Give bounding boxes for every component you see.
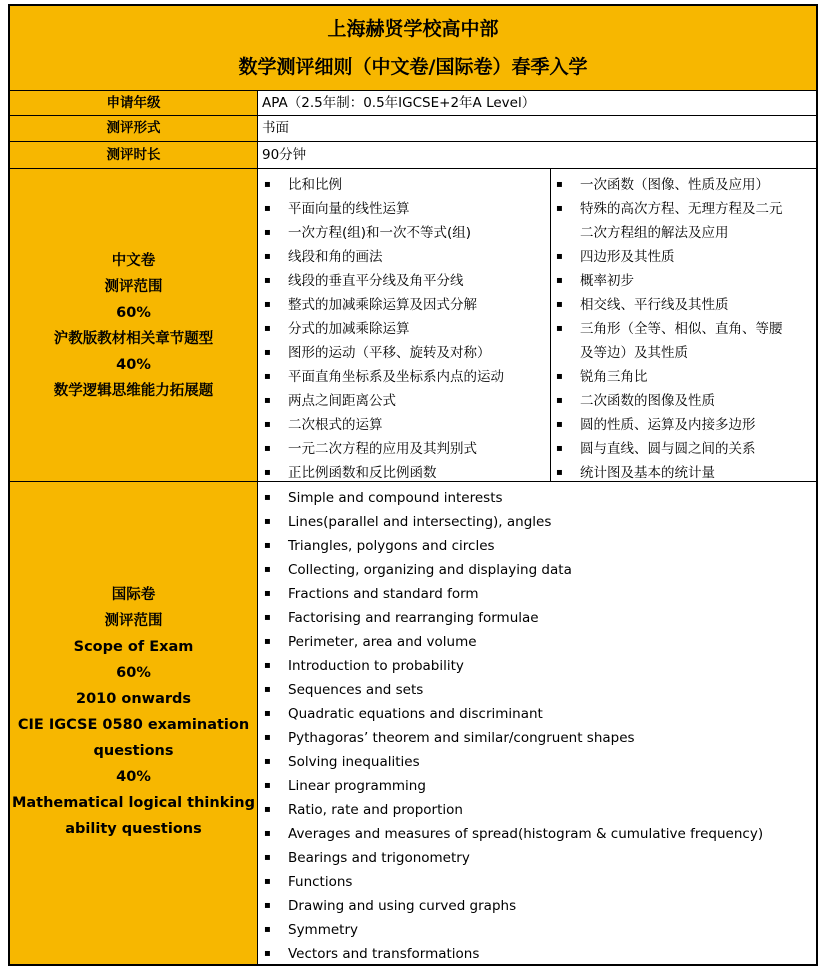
list-item-text: 两点之间距离公式 bbox=[288, 393, 396, 409]
intl-label-line: 40% bbox=[116, 769, 151, 785]
list-item-text: 二次根式的运算 bbox=[288, 417, 383, 433]
document-title: 数学测评细则（中文卷/国际卷）春季入学 bbox=[238, 56, 588, 78]
bullet-icon: ▪ bbox=[264, 203, 271, 214]
list-item-text: 正比例函数和反比例函数 bbox=[288, 465, 437, 481]
chinese-label-line: 60% bbox=[116, 305, 151, 321]
bullet-icon: ▪ bbox=[556, 299, 563, 310]
intl-label-line: questions bbox=[93, 743, 174, 759]
bullet-icon: ▪ bbox=[264, 179, 271, 190]
list-item bbox=[550, 221, 783, 245]
list-item-text: 圆与直线、圆与圆之间的关系 bbox=[580, 441, 756, 457]
bullet-icon: ▪ bbox=[264, 492, 271, 503]
list-item-text: Lines(parallel and intersecting), angles bbox=[288, 514, 552, 530]
list-item bbox=[258, 582, 763, 606]
bullet-icon: ▪ bbox=[264, 227, 271, 238]
bullet-icon: ▪ bbox=[264, 371, 271, 382]
list-item bbox=[258, 293, 504, 317]
list-item-text: Fractions and standard form bbox=[288, 586, 479, 602]
list-item-text: 平面直角坐标系及坐标系内点的运动 bbox=[288, 369, 504, 385]
list-item bbox=[550, 269, 783, 293]
list-item bbox=[258, 750, 763, 774]
list-item bbox=[550, 341, 783, 365]
intl-label-line: 测评范围 bbox=[104, 613, 163, 629]
bullet-icon: ▪ bbox=[264, 780, 271, 791]
list-item-text: 四边形及其性质 bbox=[580, 249, 675, 265]
list-item-text: Introduction to probability bbox=[288, 658, 464, 674]
bullet-icon: ▪ bbox=[264, 708, 271, 719]
list-item bbox=[258, 317, 504, 341]
list-item bbox=[258, 365, 504, 389]
bullet-icon: ▪ bbox=[264, 395, 271, 406]
list-item bbox=[258, 870, 763, 894]
row-chinese-paper bbox=[10, 169, 816, 482]
row-format bbox=[10, 116, 816, 142]
intl-label-line: 国际卷 bbox=[111, 587, 156, 603]
list-item-text: Symmetry bbox=[288, 922, 358, 938]
row-duration bbox=[10, 142, 816, 169]
bullet-icon: ▪ bbox=[264, 900, 271, 911]
bullet-icon: ▪ bbox=[264, 467, 271, 478]
list-item bbox=[258, 894, 763, 918]
list-item bbox=[258, 221, 504, 245]
bullet-icon: ▪ bbox=[264, 852, 271, 863]
list-item-text: Solving inequalities bbox=[288, 754, 420, 770]
list-item-text: 三角形（全等、相似、直角、等腰 bbox=[580, 321, 783, 337]
bullet-icon: ▪ bbox=[264, 516, 271, 527]
list-item bbox=[258, 678, 763, 702]
list-item bbox=[258, 173, 504, 197]
list-item bbox=[258, 245, 504, 269]
intl-label-line: 2010 onwards bbox=[75, 691, 192, 707]
list-item bbox=[550, 389, 783, 413]
bullet-icon: ▪ bbox=[556, 203, 563, 214]
list-item bbox=[258, 389, 504, 413]
bullet-icon: ▪ bbox=[556, 251, 563, 262]
list-item-text: 分式的加减乘除运算 bbox=[288, 321, 410, 337]
international-paper-label bbox=[10, 482, 258, 964]
chinese-label-line: 数学逻辑思维能力拓展题 bbox=[53, 383, 214, 399]
bullet-icon: ▪ bbox=[556, 275, 563, 286]
bullet-icon: ▪ bbox=[556, 467, 563, 478]
list-item-text: 及等边）及其性质 bbox=[580, 345, 688, 361]
list-item bbox=[258, 702, 763, 726]
bullet-icon: ▪ bbox=[264, 443, 271, 454]
list-item-text: Sequences and sets bbox=[288, 682, 424, 698]
list-item-text: 圆的性质、运算及内接多边形 bbox=[580, 417, 756, 433]
list-item-text: Quadratic equations and discriminant bbox=[288, 706, 543, 722]
list-item-text: Bearings and trigonometry bbox=[288, 850, 470, 866]
list-item-text: 相交线、平行线及其性质 bbox=[580, 297, 729, 313]
list-item bbox=[258, 798, 763, 822]
international-topics bbox=[258, 486, 763, 966]
bullet-icon: ▪ bbox=[556, 395, 563, 406]
bullet-icon: ▪ bbox=[264, 876, 271, 887]
school-name: 上海赫贤学校高中部 bbox=[327, 18, 499, 40]
list-item bbox=[550, 293, 783, 317]
chinese-paper-label bbox=[10, 169, 258, 481]
list-item bbox=[258, 606, 763, 630]
list-item bbox=[550, 245, 783, 269]
bullet-icon: ▪ bbox=[556, 323, 563, 334]
bullet-icon: ▪ bbox=[264, 275, 271, 286]
list-item-text: Simple and compound interests bbox=[288, 490, 503, 506]
bullet-icon: ▪ bbox=[264, 588, 271, 599]
chinese-label-line: 测评范围 bbox=[104, 279, 163, 295]
chinese-label-line: 沪教版教材相关章节题型 bbox=[53, 331, 214, 347]
list-item-text: 图形的运动（平移、旋转及对称） bbox=[288, 345, 491, 361]
bullet-icon: ▪ bbox=[264, 924, 271, 935]
row-international-paper bbox=[10, 482, 816, 964]
bullet-icon: ▪ bbox=[264, 732, 271, 743]
list-item bbox=[550, 173, 783, 197]
format-value: 书面 bbox=[262, 120, 289, 136]
bullet-icon: ▪ bbox=[264, 323, 271, 334]
chinese-label-line: 40% bbox=[116, 357, 151, 373]
duration-label: 测评时长 bbox=[10, 142, 258, 168]
intl-label-line: CIE IGCSE 0580 examination bbox=[17, 717, 250, 733]
list-item bbox=[258, 197, 504, 221]
apply-grade-value: APA（2.5年制：0.5年IGCSE+2年A Level） bbox=[262, 95, 536, 111]
bullet-icon: ▪ bbox=[264, 299, 271, 310]
row-apply-grade bbox=[10, 91, 816, 116]
list-item bbox=[258, 726, 763, 750]
list-item bbox=[258, 846, 763, 870]
list-item-text: Linear programming bbox=[288, 778, 426, 794]
list-item-text: Pythagoras’ theorem and similar/congruent shapes bbox=[288, 730, 635, 746]
list-item-text: 统计图及基本的统计量 bbox=[580, 465, 715, 481]
list-item-text: 整式的加减乘除运算及因式分解 bbox=[288, 297, 477, 313]
list-item bbox=[550, 437, 783, 461]
intl-label-line: 60% bbox=[116, 665, 151, 681]
bullet-icon: ▪ bbox=[264, 251, 271, 262]
list-item bbox=[258, 341, 504, 365]
list-item-text: Triangles, polygons and circles bbox=[288, 538, 495, 554]
apply-grade-label: 申请年级 bbox=[10, 91, 258, 115]
chinese-topics-right bbox=[550, 173, 783, 485]
bullet-icon: ▪ bbox=[264, 564, 271, 575]
list-item bbox=[258, 269, 504, 293]
duration-value: 90分钟 bbox=[262, 147, 307, 163]
bullet-icon: ▪ bbox=[264, 612, 271, 623]
bullet-icon: ▪ bbox=[264, 636, 271, 647]
chinese-topics-left bbox=[258, 173, 504, 485]
list-item-text: Vectors and transformations bbox=[288, 946, 480, 962]
list-item bbox=[258, 942, 763, 966]
list-item bbox=[550, 365, 783, 389]
list-item bbox=[258, 413, 504, 437]
bullet-icon: ▪ bbox=[264, 660, 271, 671]
list-item bbox=[258, 822, 763, 846]
table-title bbox=[10, 6, 816, 91]
bullet-icon: ▪ bbox=[264, 948, 271, 959]
intl-label-line: Scope of Exam bbox=[73, 639, 194, 655]
chinese-label-line: 中文卷 bbox=[111, 253, 156, 269]
bullet-icon: ▪ bbox=[264, 347, 271, 358]
list-item-text: 一元二次方程的应用及其判别式 bbox=[288, 441, 477, 457]
list-item-text: 线段的垂直平分线及角平分线 bbox=[288, 273, 464, 289]
list-item bbox=[258, 774, 763, 798]
list-item-text: Perimeter, area and volume bbox=[288, 634, 477, 650]
intl-label-line: Mathematical logical thinking bbox=[11, 795, 256, 811]
list-item-text: Drawing and using curved graphs bbox=[288, 898, 517, 914]
list-item bbox=[258, 510, 763, 534]
list-item bbox=[550, 197, 783, 221]
list-item-text: 锐角三角比 bbox=[580, 369, 648, 385]
list-item-text: 线段和角的画法 bbox=[288, 249, 383, 265]
list-item bbox=[258, 630, 763, 654]
list-item-text: Functions bbox=[288, 874, 353, 890]
list-item-text: 二次函数的图像及性质 bbox=[580, 393, 715, 409]
bullet-icon: ▪ bbox=[264, 540, 271, 551]
list-item bbox=[550, 317, 783, 341]
list-item-text: 一次函数（图像、性质及应用） bbox=[580, 177, 769, 193]
bullet-icon: ▪ bbox=[264, 684, 271, 695]
bullet-icon: ▪ bbox=[264, 828, 271, 839]
list-item bbox=[258, 486, 763, 510]
list-item-text: 特殊的高次方程、无理方程及二元 bbox=[580, 201, 783, 217]
list-item-text: 一次方程(组)和一次不等式(组) bbox=[288, 225, 472, 241]
bullet-icon: ▪ bbox=[556, 443, 563, 454]
bullet-icon: ▪ bbox=[264, 804, 271, 815]
assessment-table bbox=[8, 4, 818, 966]
bullet-icon: ▪ bbox=[264, 756, 271, 767]
format-label: 测评形式 bbox=[10, 116, 258, 141]
bullet-icon: ▪ bbox=[556, 371, 563, 382]
list-item-text: 平面向量的线性运算 bbox=[288, 201, 410, 217]
list-item-text: 概率初步 bbox=[580, 273, 634, 289]
list-item bbox=[258, 654, 763, 678]
list-item-text: Collecting, organizing and displaying data bbox=[288, 562, 572, 578]
list-item bbox=[550, 413, 783, 437]
list-item-text: 二次方程组的解法及应用 bbox=[580, 225, 729, 241]
list-item bbox=[258, 437, 504, 461]
bullet-icon: ▪ bbox=[556, 419, 563, 430]
list-item-text: Averages and measures of spread(histogram & cumulative frequency) bbox=[288, 826, 764, 842]
list-item-text: 比和比例 bbox=[288, 177, 342, 193]
list-item bbox=[258, 534, 763, 558]
intl-label-line: ability questions bbox=[65, 821, 202, 837]
bullet-icon: ▪ bbox=[264, 419, 271, 430]
list-item-text: Factorising and rearranging formulae bbox=[288, 610, 539, 626]
list-item-text: Ratio, rate and proportion bbox=[288, 802, 463, 818]
bullet-icon: ▪ bbox=[556, 179, 563, 190]
list-item bbox=[258, 918, 763, 942]
list-item bbox=[258, 558, 763, 582]
